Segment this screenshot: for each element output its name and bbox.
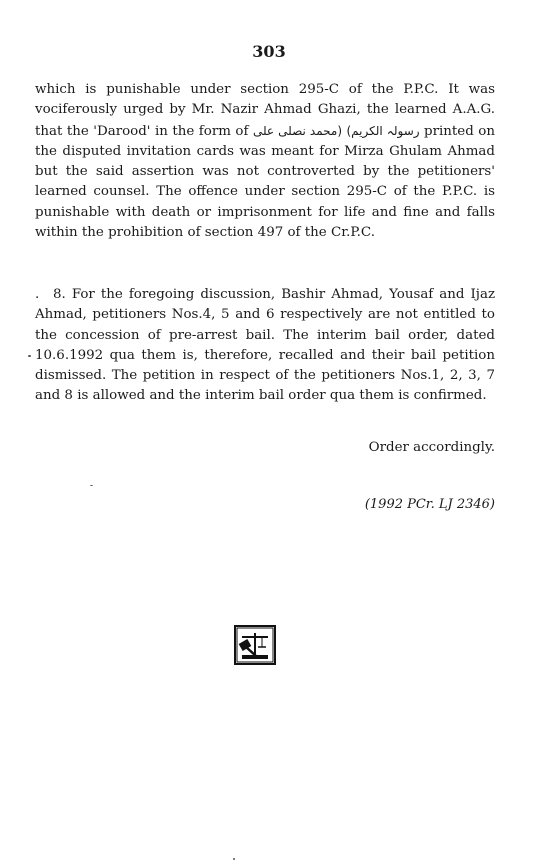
- scan-speck: [28, 355, 31, 357]
- scan-speck: [233, 858, 235, 860]
- darood-arabic-b: رسولہ الکریم): [346, 123, 420, 138]
- paragraph-1-text-a: which is punishable under section 295-C of the P.P.C. It was vociferously urged by Mr. Nazir Ahmad Ghazi, the learned A.A.G. that the 'Darood' in the form of: [35, 82, 495, 139]
- order-accordingly: Order accordingly.: [368, 440, 495, 455]
- paragraph-2-text: 8. For the foregoing discussion, Bashir Ahmad, Yousaf and Ijaz Ahmad, petitioners Nos.4, 5 and 6 respectively are not entitled to the concession of pre-arrest bail. The interim bail order, dated 10.6.1992 qua them is, therefore, recalled and their bail petition dismissed. The petition in respect of the petitioners Nos.1, 2, 3, 7 and 8 is allowed and the interim bail order qua them is confirmed.: [35, 287, 495, 404]
- paragraph-1-text-b: printed on the disputed invitation cards was meant for Mirza Ghulam Ahmad but the said assertion was not controverted by the petitioners' learned counsel. The offence under section 295-C of the P.P.C. is punishable with death or imprisonment for life and fine and falls within the prohibition of section 497 of the Cr.P.C.: [35, 123, 495, 241]
- darood-arabic-a: (محمد نصلی علی: [252, 123, 342, 138]
- scales-of-justice-gavel-icon: [234, 625, 276, 665]
- paragraph-2: . 8. For the foregoing discussion, Bashir Ahmad, Yousaf and Ijaz Ahmad, petitioners Nos.4, 5 and 6 respectively are not entitled to the concession of pre-arrest bail. The interim bail order, dated 10.6.1992 qua them is, therefore, recalled and their bail petition dismissed. The petition in respect of the petitioners Nos.1, 2, 3, 7 and 8 is allowed and the interim bail order qua them is confirmed.: [35, 287, 495, 404]
- page-number: 303: [252, 42, 286, 61]
- scan-speck: [90, 485, 93, 486]
- citation: (1992 PCr. LJ 2346): [364, 497, 495, 512]
- paragraph-1: [35, 80, 495, 243]
